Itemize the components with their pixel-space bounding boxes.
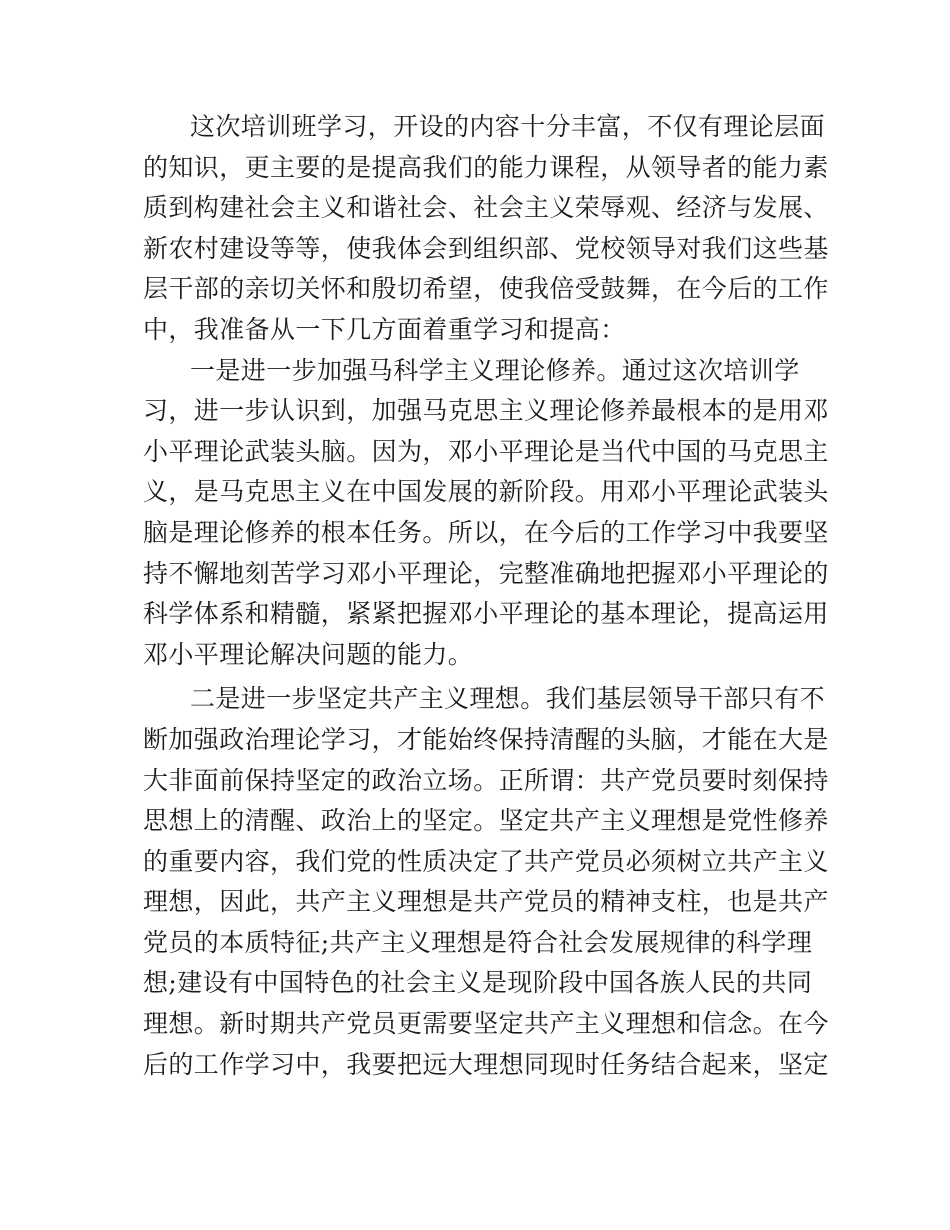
paragraph-line: 理想，因此，共产主义理想是共产党员的精神支柱，也是共产 [143,887,829,917]
paragraph-line: 持不懈地刻苦学习邓小平理论，完整准确地把握邓小平理论的 [143,558,829,588]
paragraph-line: 小平理论武装头脑。因为，邓小平理论是当代中国的马克思主 [143,436,829,466]
paragraph-line: 一是进一步加强马科学主义理论修养。通过这次培训学 [190,355,800,385]
paragraph-line: 思想上的清醒、政治上的坚定。坚定共产主义理想是党性修养 [143,806,829,836]
paragraph-line: 党员的本质特征;共产主义理想是符合社会发展规律的科学理 [143,927,813,957]
paragraph-2 [143,351,829,676]
body-text [143,107,829,1085]
paragraph-line: 质到构建社会主义和谐社会、社会主义荣辱观、经济与发展、 [143,193,829,223]
paragraph-line: 义，是马克思主义在中国发展的新阶段。用邓小平理论武装头 [143,477,829,507]
paragraph-line: 脑是理论修养的根本任务。所以，在今后的工作学习中我要坚 [143,517,829,547]
paragraph-line: 习，进一步认识到，加强马克思主义理论修养最根本的是用邓 [143,396,829,426]
paragraph-line: 这次培训班学习，开设的内容十分丰富，不仅有理论层面 [190,112,826,141]
paragraph-3 [143,679,829,1085]
paragraph-line: 二是进一步坚定共产主义理想。我们基层领导干部只有不 [190,684,826,714]
paragraph-line: 新农村建设等等，使我体会到组织部、党校领导对我们这些基 [143,233,829,263]
paragraph-line: 后的工作学习中，我要把远大理想同现时任务结合起来，坚定 [143,1049,829,1079]
paragraph-line: 大非面前保持坚定的政治立场。正所谓：共产党员要时刻保持 [143,765,829,795]
paragraph-line: 断加强政治理论学习，才能始终保持清醒的头脑，才能在大是 [143,724,829,754]
paragraph-line: 层干部的亲切关怀和殷切希望，使我倍受鼓舞，在今后的工作 [143,274,829,304]
paragraph-line: 中，我准备从一下几方面着重学习和提高： [143,314,626,344]
paragraph-line: 的重要内容，我们党的性质决定了共产党员必须树立共产主义 [143,846,829,876]
paragraph-line: 科学体系和精髓，紧紧把握邓小平理论的基本理论，提高运用 [143,599,829,629]
paragraph-line: 邓小平理论解决问题的能力。 [143,639,474,669]
paragraph-line: 想;建设有中国特色的社会主义是现阶段中国各族人民的共同 [143,968,813,998]
paragraph-line: 的知识，更主要的是提高我们的能力课程，从领导者的能力素 [143,152,829,182]
paragraph-1 [143,107,829,351]
paragraph-line: 理想。新时期共产党员更需要坚定共产主义理想和信念。在今 [143,1009,829,1039]
